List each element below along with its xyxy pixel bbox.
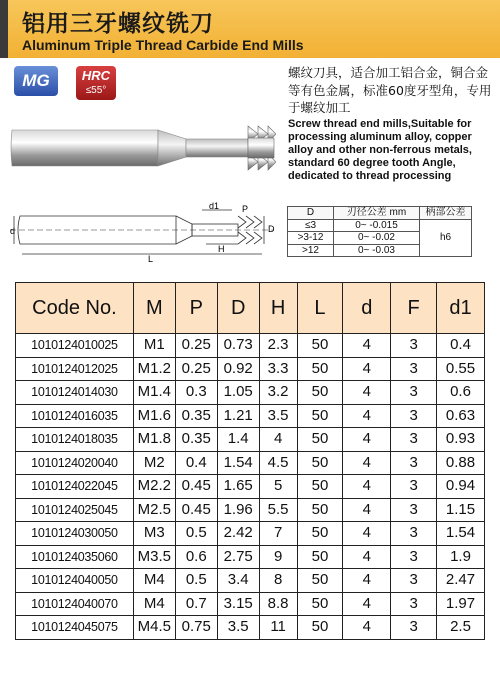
cell-l: 50 [297, 545, 343, 569]
table-row [16, 428, 485, 452]
cell-h: 8.8 [259, 592, 297, 616]
table-header-row [16, 283, 485, 334]
cell-p: 0.4 [175, 451, 217, 475]
cell-p: 0.75 [175, 616, 217, 640]
cell-p: 0.35 [175, 428, 217, 452]
cell-d-cap: 2.42 [217, 522, 259, 546]
cell-d1: 0.63 [437, 404, 485, 428]
cell-p: 0.45 [175, 475, 217, 499]
drawing-label-d1: d1 [209, 201, 220, 211]
cell-code-no: 1010124040050 [16, 569, 134, 593]
table-row [16, 357, 485, 381]
cell-d-cap: 1.96 [217, 498, 259, 522]
cell-d: 4 [343, 475, 391, 499]
cell-code-no: 1010124040070 [16, 592, 134, 616]
cell-m: M1.2 [133, 357, 175, 381]
page-title-cn: 铝用三牙螺纹铣刀 [22, 11, 214, 37]
cell-m: M1.6 [133, 404, 175, 428]
cell-l: 50 [297, 616, 343, 640]
table-row [16, 404, 485, 428]
tolerance-header-row [288, 207, 472, 220]
cell-l: 50 [297, 428, 343, 452]
tolerance-value: 0~ -0.03 [334, 244, 420, 257]
header-p: P [175, 283, 217, 334]
cell-p: 0.6 [175, 545, 217, 569]
cell-h: 9 [259, 545, 297, 569]
table-body [16, 334, 485, 640]
cell-m: M1 [133, 334, 175, 358]
cell-f: 3 [391, 475, 437, 499]
cell-code-no: 1010124020040 [16, 451, 134, 475]
cell-d-cap: 0.73 [217, 334, 259, 358]
header-m: M [133, 283, 175, 334]
cell-code-no: 1010124018035 [16, 428, 134, 452]
header-code-no: Code No. [16, 283, 134, 334]
cell-f: 3 [391, 522, 437, 546]
cell-d-cap: 1.54 [217, 451, 259, 475]
cell-d-cap: 0.92 [217, 357, 259, 381]
cell-d-cap: 1.05 [217, 381, 259, 405]
table-row [16, 381, 485, 405]
cell-p: 0.35 [175, 404, 217, 428]
cell-m: M3.5 [133, 545, 175, 569]
cell-d-cap: 1.65 [217, 475, 259, 499]
cell-h: 3.5 [259, 404, 297, 428]
cell-code-no: 1010124030050 [16, 522, 134, 546]
drawing-label-l: L [148, 254, 154, 262]
cell-l: 50 [297, 522, 343, 546]
mg-badge-label: MG [22, 71, 50, 90]
cell-code-no: 1010124022045 [16, 475, 134, 499]
hrc-badge-value: ≤55° [85, 85, 107, 96]
cell-h: 5 [259, 475, 297, 499]
cell-h: 7 [259, 522, 297, 546]
cell-d: 4 [343, 357, 391, 381]
drawing-label-p: P [242, 204, 249, 214]
cell-d-cap: 1.21 [217, 404, 259, 428]
table-row [16, 569, 485, 593]
tolerance-header-d: D [288, 207, 334, 220]
cell-f: 3 [391, 451, 437, 475]
cell-code-no: 1010124035060 [16, 545, 134, 569]
cell-d: 4 [343, 569, 391, 593]
cell-d1: 0.55 [437, 357, 485, 381]
cell-l: 50 [297, 381, 343, 405]
tolerance-value: 0~ -0.02 [334, 232, 420, 245]
table-row [16, 522, 485, 546]
cell-l: 50 [297, 569, 343, 593]
tolerance-header-shank: 柄部公差 [420, 207, 472, 220]
cell-f: 3 [391, 545, 437, 569]
cell-d: 4 [343, 522, 391, 546]
cell-d1: 0.6 [437, 381, 485, 405]
tolerance-value: 0~ -0.015 [334, 219, 420, 232]
cell-f: 3 [391, 428, 437, 452]
header-d: d [343, 283, 391, 334]
header-d-cap: D [217, 283, 259, 334]
cell-d: 4 [343, 381, 391, 405]
cell-d1: 2.47 [437, 569, 485, 593]
cell-d: 4 [343, 498, 391, 522]
cell-h: 4 [259, 428, 297, 452]
table-row [16, 451, 485, 475]
cell-l: 50 [297, 592, 343, 616]
header-accent-strip [0, 0, 8, 58]
cell-m: M3 [133, 522, 175, 546]
cell-p: 0.45 [175, 498, 217, 522]
cell-d-cap: 1.4 [217, 428, 259, 452]
cell-f: 3 [391, 404, 437, 428]
cell-h: 3.2 [259, 381, 297, 405]
page-title-en: Aluminum Triple Thread Carbide End Mills [22, 37, 304, 53]
table-row [16, 592, 485, 616]
cell-p: 0.25 [175, 357, 217, 381]
cell-d-cap: 3.15 [217, 592, 259, 616]
cell-f: 3 [391, 592, 437, 616]
cell-d1: 0.4 [437, 334, 485, 358]
header-l: L [297, 283, 343, 334]
technical-drawing [6, 200, 282, 262]
table-row [16, 616, 485, 640]
cell-f: 3 [391, 616, 437, 640]
cell-code-no: 1010124025045 [16, 498, 134, 522]
hrc-badge-label: HRC [81, 68, 111, 83]
cell-code-no: 1010124045075 [16, 616, 134, 640]
cell-h: 11 [259, 616, 297, 640]
cell-m: M2.5 [133, 498, 175, 522]
cell-m: M2.2 [133, 475, 175, 499]
cell-d-cap: 3.5 [217, 616, 259, 640]
tolerance-row [288, 219, 472, 232]
tolerance-table [287, 206, 472, 257]
cell-l: 50 [297, 357, 343, 381]
cell-p: 0.5 [175, 569, 217, 593]
cell-l: 50 [297, 334, 343, 358]
cell-code-no: 1010124010025 [16, 334, 134, 358]
table-row [16, 545, 485, 569]
cell-d1: 1.9 [437, 545, 485, 569]
cell-code-no: 1010124012025 [16, 357, 134, 381]
tolerance-range: >12 [288, 244, 334, 257]
cell-m: M4 [133, 569, 175, 593]
end-mill-illustration [8, 108, 276, 188]
cell-m: M4 [133, 592, 175, 616]
cell-d: 4 [343, 545, 391, 569]
cell-code-no: 1010124014030 [16, 381, 134, 405]
cell-d1: 2.5 [437, 616, 485, 640]
cell-h: 8 [259, 569, 297, 593]
cell-d1: 0.88 [437, 451, 485, 475]
cell-d1: 1.54 [437, 522, 485, 546]
cell-h: 4.5 [259, 451, 297, 475]
cell-d: 4 [343, 451, 391, 475]
cell-d: 4 [343, 404, 391, 428]
hrc-badge [76, 66, 116, 100]
cell-f: 3 [391, 569, 437, 593]
table-row [16, 475, 485, 499]
tolerance-range: >3-12 [288, 232, 334, 245]
cell-l: 50 [297, 404, 343, 428]
cell-d-cap: 3.4 [217, 569, 259, 593]
drawing-label-big-d: D [268, 224, 275, 234]
cell-f: 3 [391, 357, 437, 381]
cell-d1: 0.93 [437, 428, 485, 452]
tolerance-range: ≤3 [288, 219, 334, 232]
cell-d-cap: 2.75 [217, 545, 259, 569]
cell-l: 50 [297, 475, 343, 499]
cell-d1: 0.94 [437, 475, 485, 499]
tolerance-header-blade: 刃径公差 mm [334, 207, 420, 220]
drawing-label-d: d [10, 226, 16, 236]
cell-d1: 1.15 [437, 498, 485, 522]
cell-l: 50 [297, 451, 343, 475]
cell-d: 4 [343, 334, 391, 358]
cell-m: M1.4 [133, 381, 175, 405]
cell-m: M1.8 [133, 428, 175, 452]
cell-code-no: 1010124016035 [16, 404, 134, 428]
cell-p: 0.7 [175, 592, 217, 616]
table-row [16, 498, 485, 522]
header-h: H [259, 283, 297, 334]
mg-badge [14, 66, 58, 96]
header-banner [0, 0, 500, 58]
cell-m: M4.5 [133, 616, 175, 640]
header-f: F [391, 283, 437, 334]
specification-table [15, 282, 485, 640]
shank-tolerance: h6 [420, 219, 472, 257]
cell-f: 3 [391, 381, 437, 405]
cell-d: 4 [343, 428, 391, 452]
cell-h: 5.5 [259, 498, 297, 522]
cell-d1: 1.97 [437, 592, 485, 616]
cell-f: 3 [391, 334, 437, 358]
cell-d: 4 [343, 592, 391, 616]
cell-f: 3 [391, 498, 437, 522]
cell-h: 3.3 [259, 357, 297, 381]
table-row [16, 334, 485, 358]
cell-m: M2 [133, 451, 175, 475]
header-d1: d1 [437, 283, 485, 334]
description-cn: 螺纹刀具，适合加工铝合金，铜合金等有色金属，标准60度牙型角，专用于螺纹加工 [288, 65, 492, 115]
cell-h: 2.3 [259, 334, 297, 358]
description-en: Screw thread end mills,Suitable for processing aluminum alloy, copper alloy and other non-ferrous metals, standard 60 degree tooth Angle, dedicated to thread processing [288, 118, 472, 182]
cell-d: 4 [343, 616, 391, 640]
drawing-label-h: H [218, 244, 225, 254]
cell-p: 0.25 [175, 334, 217, 358]
cell-p: 0.3 [175, 381, 217, 405]
cell-p: 0.5 [175, 522, 217, 546]
cell-l: 50 [297, 498, 343, 522]
